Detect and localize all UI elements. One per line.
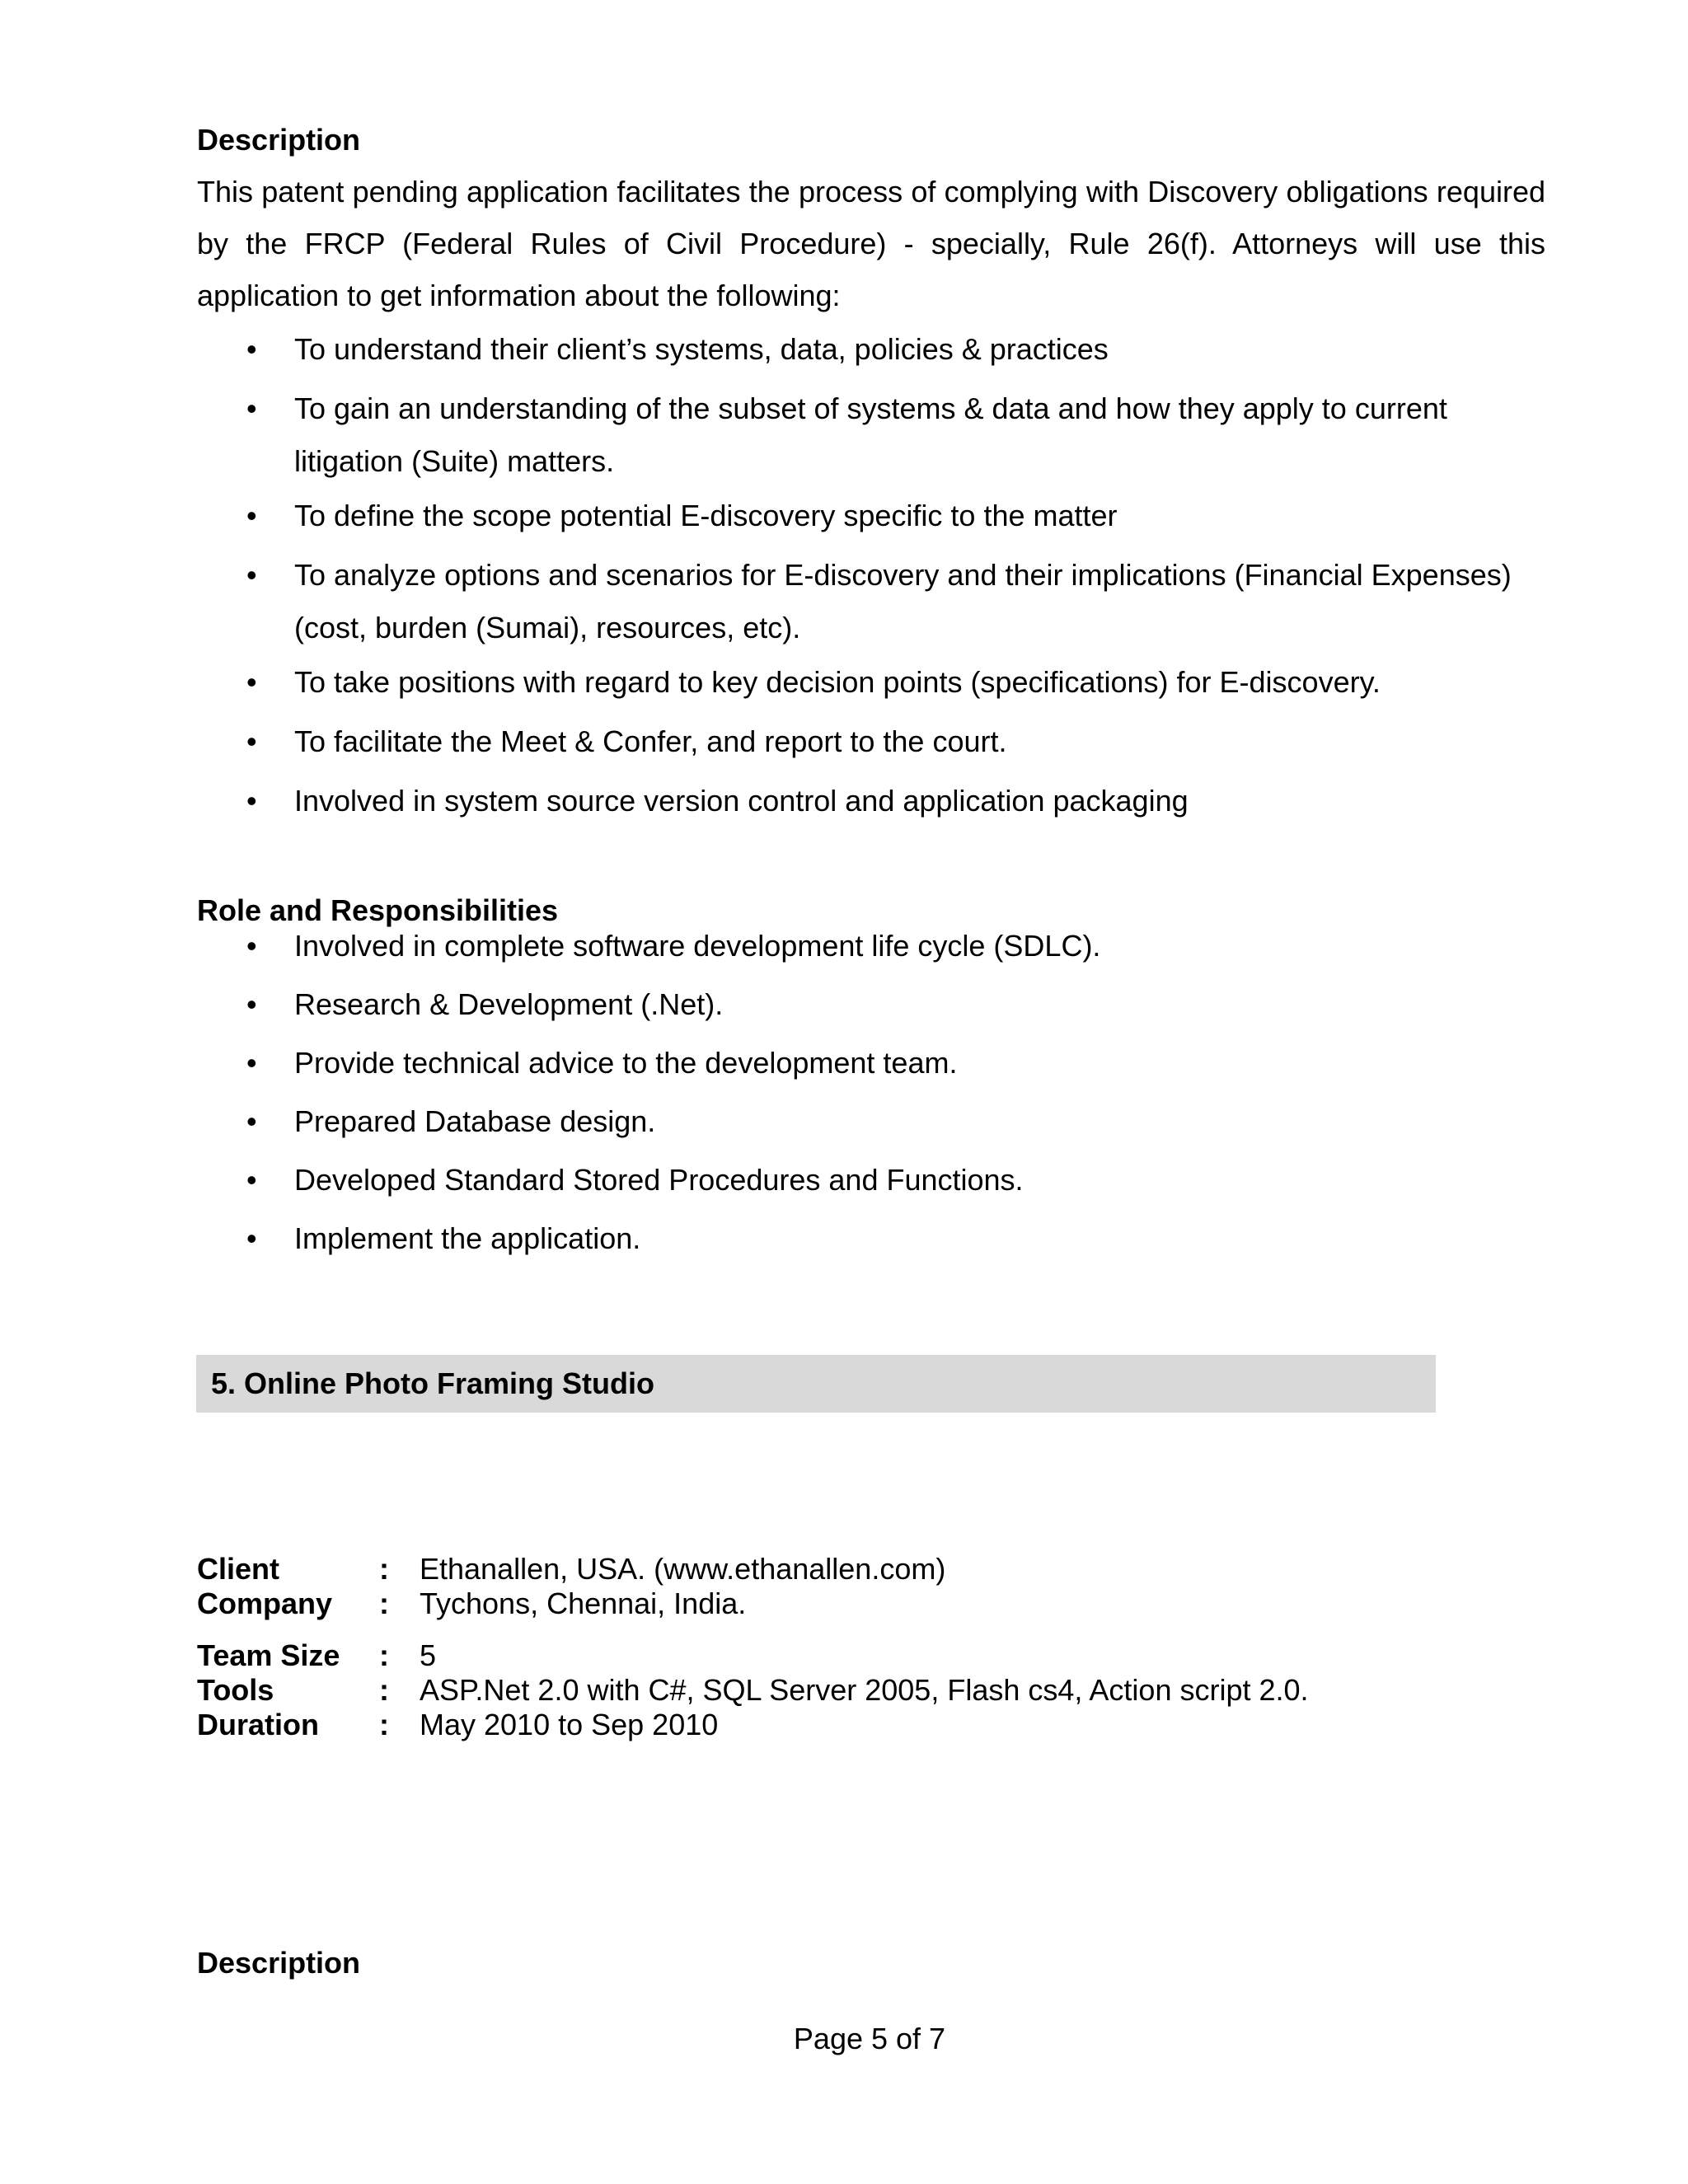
bullet-icon: • (246, 724, 257, 758)
list-item (197, 323, 1545, 376)
tools-value: ASP.Net 2.0 with C#, SQL Server 2005, Flash cs4, Action script 2.0. (420, 1673, 1309, 1707)
company-label: Company (197, 1586, 333, 1620)
client-label: Client (197, 1552, 280, 1586)
bullet-icon: • (246, 1104, 257, 1138)
bullet-icon: • (246, 391, 257, 425)
description-paragraph: This patent pending application facilitates the process of complying with Discovery obligations required by the FRCP (Federal Rules of Civil Procedure) - specially, Rule 26(f). Attorneys will use this application to get information about the following: (197, 175, 1545, 312)
list-item (197, 920, 1545, 972)
roles-bullet-list (197, 920, 1545, 1265)
project5-description-heading: Description (197, 1946, 361, 1980)
colon: : (379, 1638, 389, 1672)
company-value: Tychons, Chennai, India. (420, 1586, 747, 1620)
description-bullet-list (197, 323, 1545, 827)
list-item (197, 656, 1545, 709)
duration-label: Duration (197, 1708, 319, 1741)
colon: : (379, 1673, 389, 1707)
list-item (197, 382, 1545, 488)
list-item (197, 1037, 1545, 1090)
bullet-text: To analyze options and scenarios for E-discovery and their implications (Financial Expenses) (cost, burden (Sumai), resources, etc). (294, 558, 1512, 644)
bullet-icon: • (246, 1163, 257, 1197)
client-value: Ethanallen, USA. (www.ethanallen.com) (420, 1552, 946, 1586)
bullet-text: To gain an understanding of the subset of systems & data and how they apply to current litigation (Suite) matters. (294, 391, 1447, 478)
list-item (197, 1095, 1545, 1148)
colon: : (379, 1586, 389, 1620)
roles-heading: Role and Responsibilities (197, 893, 559, 927)
list-item (197, 549, 1545, 654)
page-number: Page 5 of 7 (793, 2022, 946, 2055)
page-footer (0, 2021, 1688, 2057)
bullet-text: Involved in complete software development life cycle (SDLC). (294, 929, 1101, 963)
bullet-icon: • (246, 499, 257, 532)
team-size-label: Team Size (197, 1638, 340, 1672)
bullet-icon: • (246, 665, 257, 699)
bullet-icon: • (246, 332, 257, 366)
list-item (197, 1154, 1545, 1207)
colon: : (379, 1552, 389, 1586)
bullet-text: To define the scope potential E-discovery specific to the matter (294, 499, 1118, 532)
project-title: 5. Online Photo Framing Studio (211, 1366, 654, 1400)
bullet-text: Implement the application. (294, 1221, 641, 1255)
list-item (197, 490, 1545, 542)
duration-value: May 2010 to Sep 2010 (420, 1708, 719, 1741)
list-item (197, 978, 1545, 1031)
bullet-text: Involved in system source version control and application packaging (294, 784, 1189, 818)
colon: : (379, 1708, 389, 1741)
bullet-icon: • (246, 987, 257, 1021)
bullet-text: To take positions with regard to key decision points (specifications) for E-discovery. (294, 665, 1381, 699)
bullet-icon: • (246, 1221, 257, 1255)
team-size-value: 5 (420, 1638, 437, 1672)
list-item (197, 775, 1545, 827)
bullet-text: Research & Development (.Net). (294, 987, 724, 1021)
project-section-header (196, 1355, 1436, 1413)
tools-label: Tools (197, 1673, 274, 1707)
bullet-text: To understand their client’s systems, data, policies & practices (294, 332, 1109, 366)
bullet-text: Provide technical advice to the development team. (294, 1046, 958, 1080)
bullet-icon: • (246, 929, 257, 963)
bullet-text: Developed Standard Stored Procedures and Functions. (294, 1163, 1024, 1197)
description-heading: Description (197, 123, 361, 157)
bullet-text: To facilitate the Meet & Confer, and report to the court. (294, 724, 1007, 758)
bullet-text: Prepared Database design. (294, 1104, 656, 1138)
list-item (197, 1212, 1545, 1265)
list-item (197, 715, 1545, 768)
bullet-icon: • (246, 558, 257, 592)
bullet-icon: • (246, 1046, 257, 1080)
bullet-icon: • (246, 784, 257, 818)
